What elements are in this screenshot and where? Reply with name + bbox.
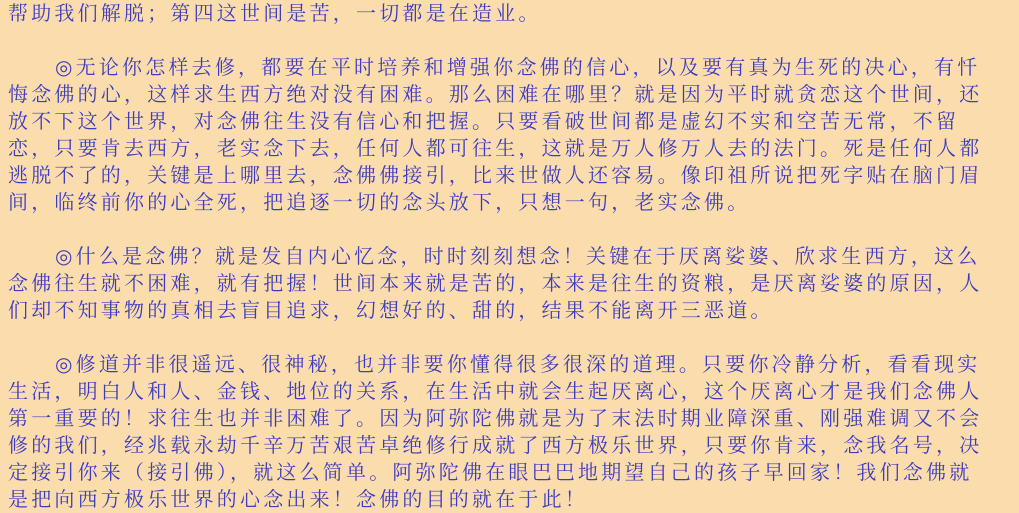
text-line: 帮助我们解脱；第四这世间是苦，一切都是在造业。: [8, 1, 542, 25]
text-line: ◎无论你怎样去修，都要在平时培养和增强你念佛的信心，以及要有真为生死的决心，有忏: [55, 55, 981, 79]
text-line: ◎修道并非很遥远、很神秘，也并非要你懂得很多很深的道理。只要你冷静分析，看看现实: [55, 352, 981, 376]
text-line: 念佛往生就不困难，就有把握！世间本来就是苦的，本来是往生的资粮，是厌离娑婆的原因，人: [8, 271, 983, 295]
text-line: 修的我们，经兆载永劫千辛万苦艰苦卓绝修行成就了西方极乐世界，只要你肯来，念我名号，决: [8, 433, 983, 457]
paragraph: [8, 243, 1013, 324]
text-line: 们却不知事物的真相去盲目追求，幻想好的、甜的，结果不能离开三恶道。: [8, 298, 774, 322]
text-line: ◎什么是念佛？就是发自内心忆念，时时刻刻想念！关键在于厌离娑婆、欣求生西方，这么: [55, 244, 981, 268]
text-line: 悔念佛的心，这样求生西方绝对没有困难。那么困难在哪里？就是因为平时就贪恋这个世间，还: [8, 82, 983, 106]
text-line: 第一重要的！求往生也并非困难了。因为阿弥陀佛就是为了末法时期业障深重、刚强难调又不会: [8, 406, 983, 430]
text-line: 定接引你来（接引佛），就这么简单。阿弥陀佛在眼巴巴地期望自己的孩子早回家！我们念佛就: [8, 460, 973, 484]
paragraph: [8, 54, 1013, 216]
text-line: 间，临终前你的心全死，把追逐一切的念头放下，只想一句，老实念佛。: [8, 190, 751, 214]
text-line: 恋，只要肯去西方，老实念下去，任何人都可往生，这就是万人修万人去的法门。死是任何人都: [8, 136, 983, 160]
paragraph: [8, 0, 1013, 27]
text-line: 生活，明白人和人、金钱、地位的关系，在生活中就会生起厌离心，这个厌离心才是我们念佛人: [8, 379, 983, 403]
text-line: 放不下这个世界，对念佛往生没有信心和把握。只要看破世间都是虚幻不实和空苦无常，不留: [8, 109, 960, 133]
text-line: 逃脱不了的，关键是上哪里去，念佛佛接引，比来世做人还容易。像印祖所说把死字贴在脑门眉: [8, 163, 983, 187]
paragraph: [8, 351, 1013, 513]
text-line: 是把向西方极乐世界的心念出来！念佛的目的就在于此！: [8, 487, 588, 511]
